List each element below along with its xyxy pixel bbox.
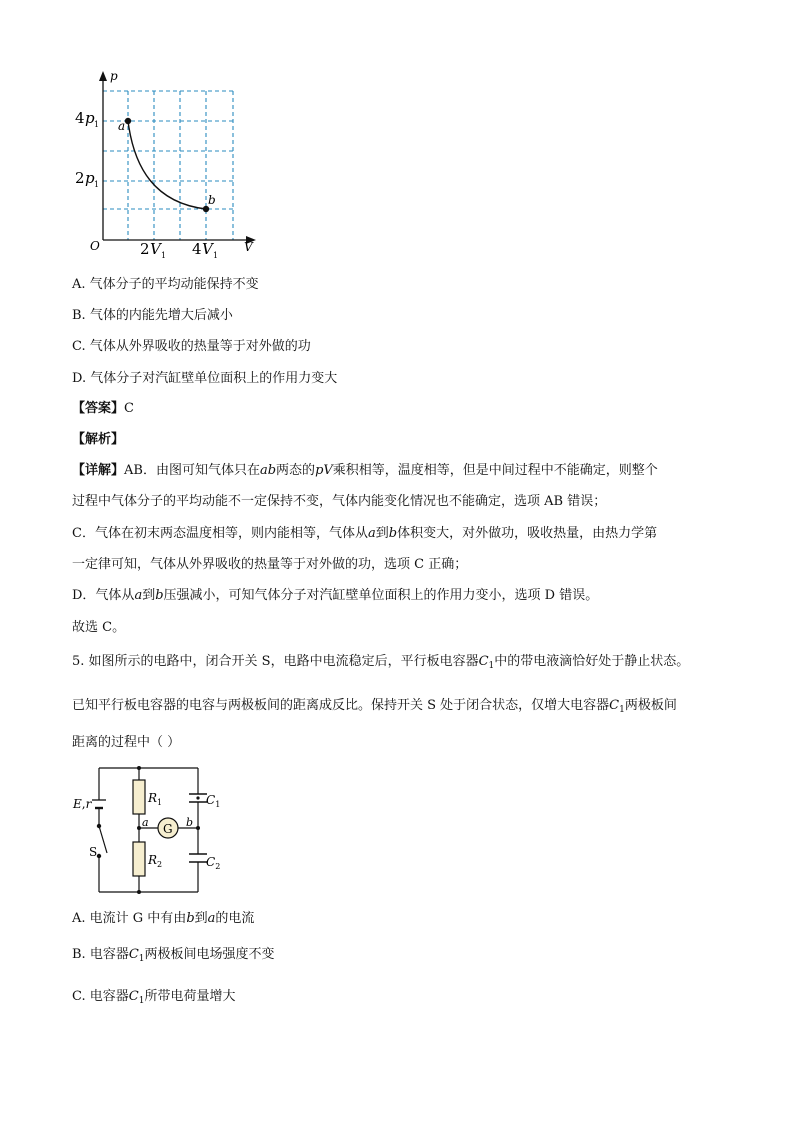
capacitor-c1-sub: 1 xyxy=(138,996,145,1006)
analysis-text: 体积变大，对外做功，吸收热量，由热力学第 xyxy=(397,526,658,541)
q5-option-text: 两极板间电场强度不变 xyxy=(144,947,275,962)
node-b-ref: b xyxy=(186,911,195,926)
q5-option-c xyxy=(72,988,235,1010)
q5-text: 两极板间 xyxy=(624,698,677,713)
q5-option-text: 的电流 xyxy=(215,911,255,926)
switch-label: S xyxy=(89,845,98,859)
q5-option-text: A. 电流计 G 中有由 xyxy=(72,911,187,926)
q5-text: 5. 如图所示的电路中，闭合开关 S，电路中电流稳定后，平行板电容器 xyxy=(72,654,479,669)
pv-grid xyxy=(103,91,233,240)
state-ab: ab xyxy=(259,463,277,478)
tick-4v-sub: 1 xyxy=(213,251,219,258)
capacitor-c1 xyxy=(189,794,207,802)
pv-product: pV xyxy=(315,463,333,478)
pv-axes xyxy=(103,76,250,240)
analysis-text: 乘积相等，温度相等，但是中间过程中不能确定，则整个 xyxy=(332,463,658,478)
tick-2v-letter: V xyxy=(150,240,161,258)
state-b: b xyxy=(155,588,164,603)
tick-4v-letter: V xyxy=(202,240,213,258)
analysis-label: 【解析】 xyxy=(72,432,125,447)
point-b-label: b xyxy=(208,193,216,207)
detail-label: 【详解】 xyxy=(72,463,125,478)
capacitor-c1-symbol: C xyxy=(128,989,139,1004)
capacitor-c1-sub: 1 xyxy=(138,954,145,964)
answer-line xyxy=(72,400,134,418)
q5-text: 中的带电液滴恰好处于静止状态。 xyxy=(494,654,690,669)
tick-4p-letter: p xyxy=(85,109,95,127)
capacitor-c2 xyxy=(189,854,207,862)
isotherm-curve xyxy=(128,121,206,209)
origin-label: O xyxy=(90,239,100,253)
analysis-text: AB．由图可知气体只在 xyxy=(124,463,260,478)
p-axis-label: p xyxy=(110,69,118,83)
circuit-diagram xyxy=(70,760,230,900)
capacitor-c1-symbol: C xyxy=(128,947,139,962)
tick-2v-coef: 2 xyxy=(140,240,150,258)
capacitor-c1-sub: 1 xyxy=(488,661,495,671)
c1-label: $C_1$ xyxy=(206,793,221,809)
emf-label: E,r xyxy=(73,797,92,811)
analysis-text: C．气体在初末两态温度相等，则内能相等，气体从 xyxy=(72,526,368,541)
point-a-dot xyxy=(125,118,131,124)
analysis-text: 两态的 xyxy=(276,463,316,478)
answer-value: C xyxy=(124,401,134,416)
pv-graph xyxy=(70,68,270,258)
resistor-r1 xyxy=(133,780,145,814)
analysis-text: D．气体从 xyxy=(72,588,135,603)
analysis-text: 到 xyxy=(142,588,156,603)
q5-stem-line3: 距离的过程中（ ） xyxy=(72,735,181,750)
q4-option-d: D. 气体分子对汽缸壁单位面积上的作用力变大 xyxy=(72,371,338,386)
node-a-ref: a xyxy=(207,911,216,926)
analysis-d-line xyxy=(72,587,598,605)
resistor-r2 xyxy=(133,842,145,876)
analysis-text: 到 xyxy=(375,526,389,541)
tick-2v-sub: 1 xyxy=(161,251,167,258)
tick-4p-sub: 1 xyxy=(94,120,100,129)
q4-option-a: A. 气体分子的平均动能保持不变 xyxy=(72,277,259,292)
q5-text: 已知平行板电容器的电容与两极板间的距离成反比。保持开关 S 处于闭合状态，仅增大电容器 xyxy=(72,698,610,713)
junction-b xyxy=(196,826,200,830)
capacitor-c1-sub: 1 xyxy=(619,705,625,715)
q5-stem-line2 xyxy=(72,697,677,719)
q4-option-b: B. 气体的内能先增大后减小 xyxy=(72,308,233,323)
state-a: a xyxy=(367,526,376,541)
p-axis-arrow xyxy=(99,71,107,81)
analysis-c-line2: 一定律可知，气体从外界吸收的热量等于对外做的功，选项 C 正确； xyxy=(72,557,468,572)
battery-symbol xyxy=(92,800,106,808)
analysis-conclusion: 故选 C。 xyxy=(72,620,126,635)
r1-label: $R_1$ xyxy=(148,791,163,807)
q5-option-text: C. 电容器 xyxy=(72,989,129,1004)
q4-option-c: C. 气体从外界吸收的热量等于对外做的功 xyxy=(72,339,311,354)
q5-option-a xyxy=(72,910,254,928)
node-a-label: a xyxy=(142,816,149,829)
r2-label: $R_2$ xyxy=(148,853,163,869)
state-b: b xyxy=(388,526,398,541)
switch-symbol xyxy=(97,824,107,857)
junction-bottom xyxy=(137,890,141,894)
answer-label: 【答案】 xyxy=(72,401,125,416)
analysis-ab-line2: 过程中气体分子的平均动能不一定保持不变，气体内能变化情况也不能确定，选项 AB 错误； xyxy=(72,494,607,509)
q5-option-text: 到 xyxy=(194,911,208,926)
q5-stem-line1 xyxy=(72,653,689,675)
q5-option-b xyxy=(72,946,275,968)
junction-a xyxy=(137,826,141,830)
capacitor-c1-symbol: C xyxy=(478,654,489,669)
c2-label: $C_2$ xyxy=(206,855,221,871)
point-a-label: a xyxy=(118,119,126,133)
analysis-text: 压强减小，可知气体分子对汽缸壁单位面积上的作用力变小，选项 D 错误。 xyxy=(163,588,599,603)
tick-2p-coef: 2 xyxy=(75,169,85,187)
v-axis-label: V xyxy=(244,240,253,254)
tick-2p-sub: 1 xyxy=(94,180,100,189)
circuit-wires xyxy=(99,768,198,892)
tick-2p-letter: p xyxy=(85,169,95,187)
galvanometer-label: G xyxy=(163,822,173,836)
junction-top xyxy=(137,766,141,770)
tick-4p-coef: 4 xyxy=(75,109,85,127)
analysis-ab-line1 xyxy=(72,462,658,480)
q5-option-text: 所带电荷量增大 xyxy=(144,989,236,1004)
capacitor-c1-symbol: C xyxy=(609,698,620,713)
state-a: a xyxy=(134,588,143,603)
q5-option-text: B. 电容器 xyxy=(72,947,129,962)
node-b-label: b xyxy=(186,816,194,829)
tick-4v-coef: 4 xyxy=(192,240,202,258)
analysis-c-line1 xyxy=(72,525,657,543)
